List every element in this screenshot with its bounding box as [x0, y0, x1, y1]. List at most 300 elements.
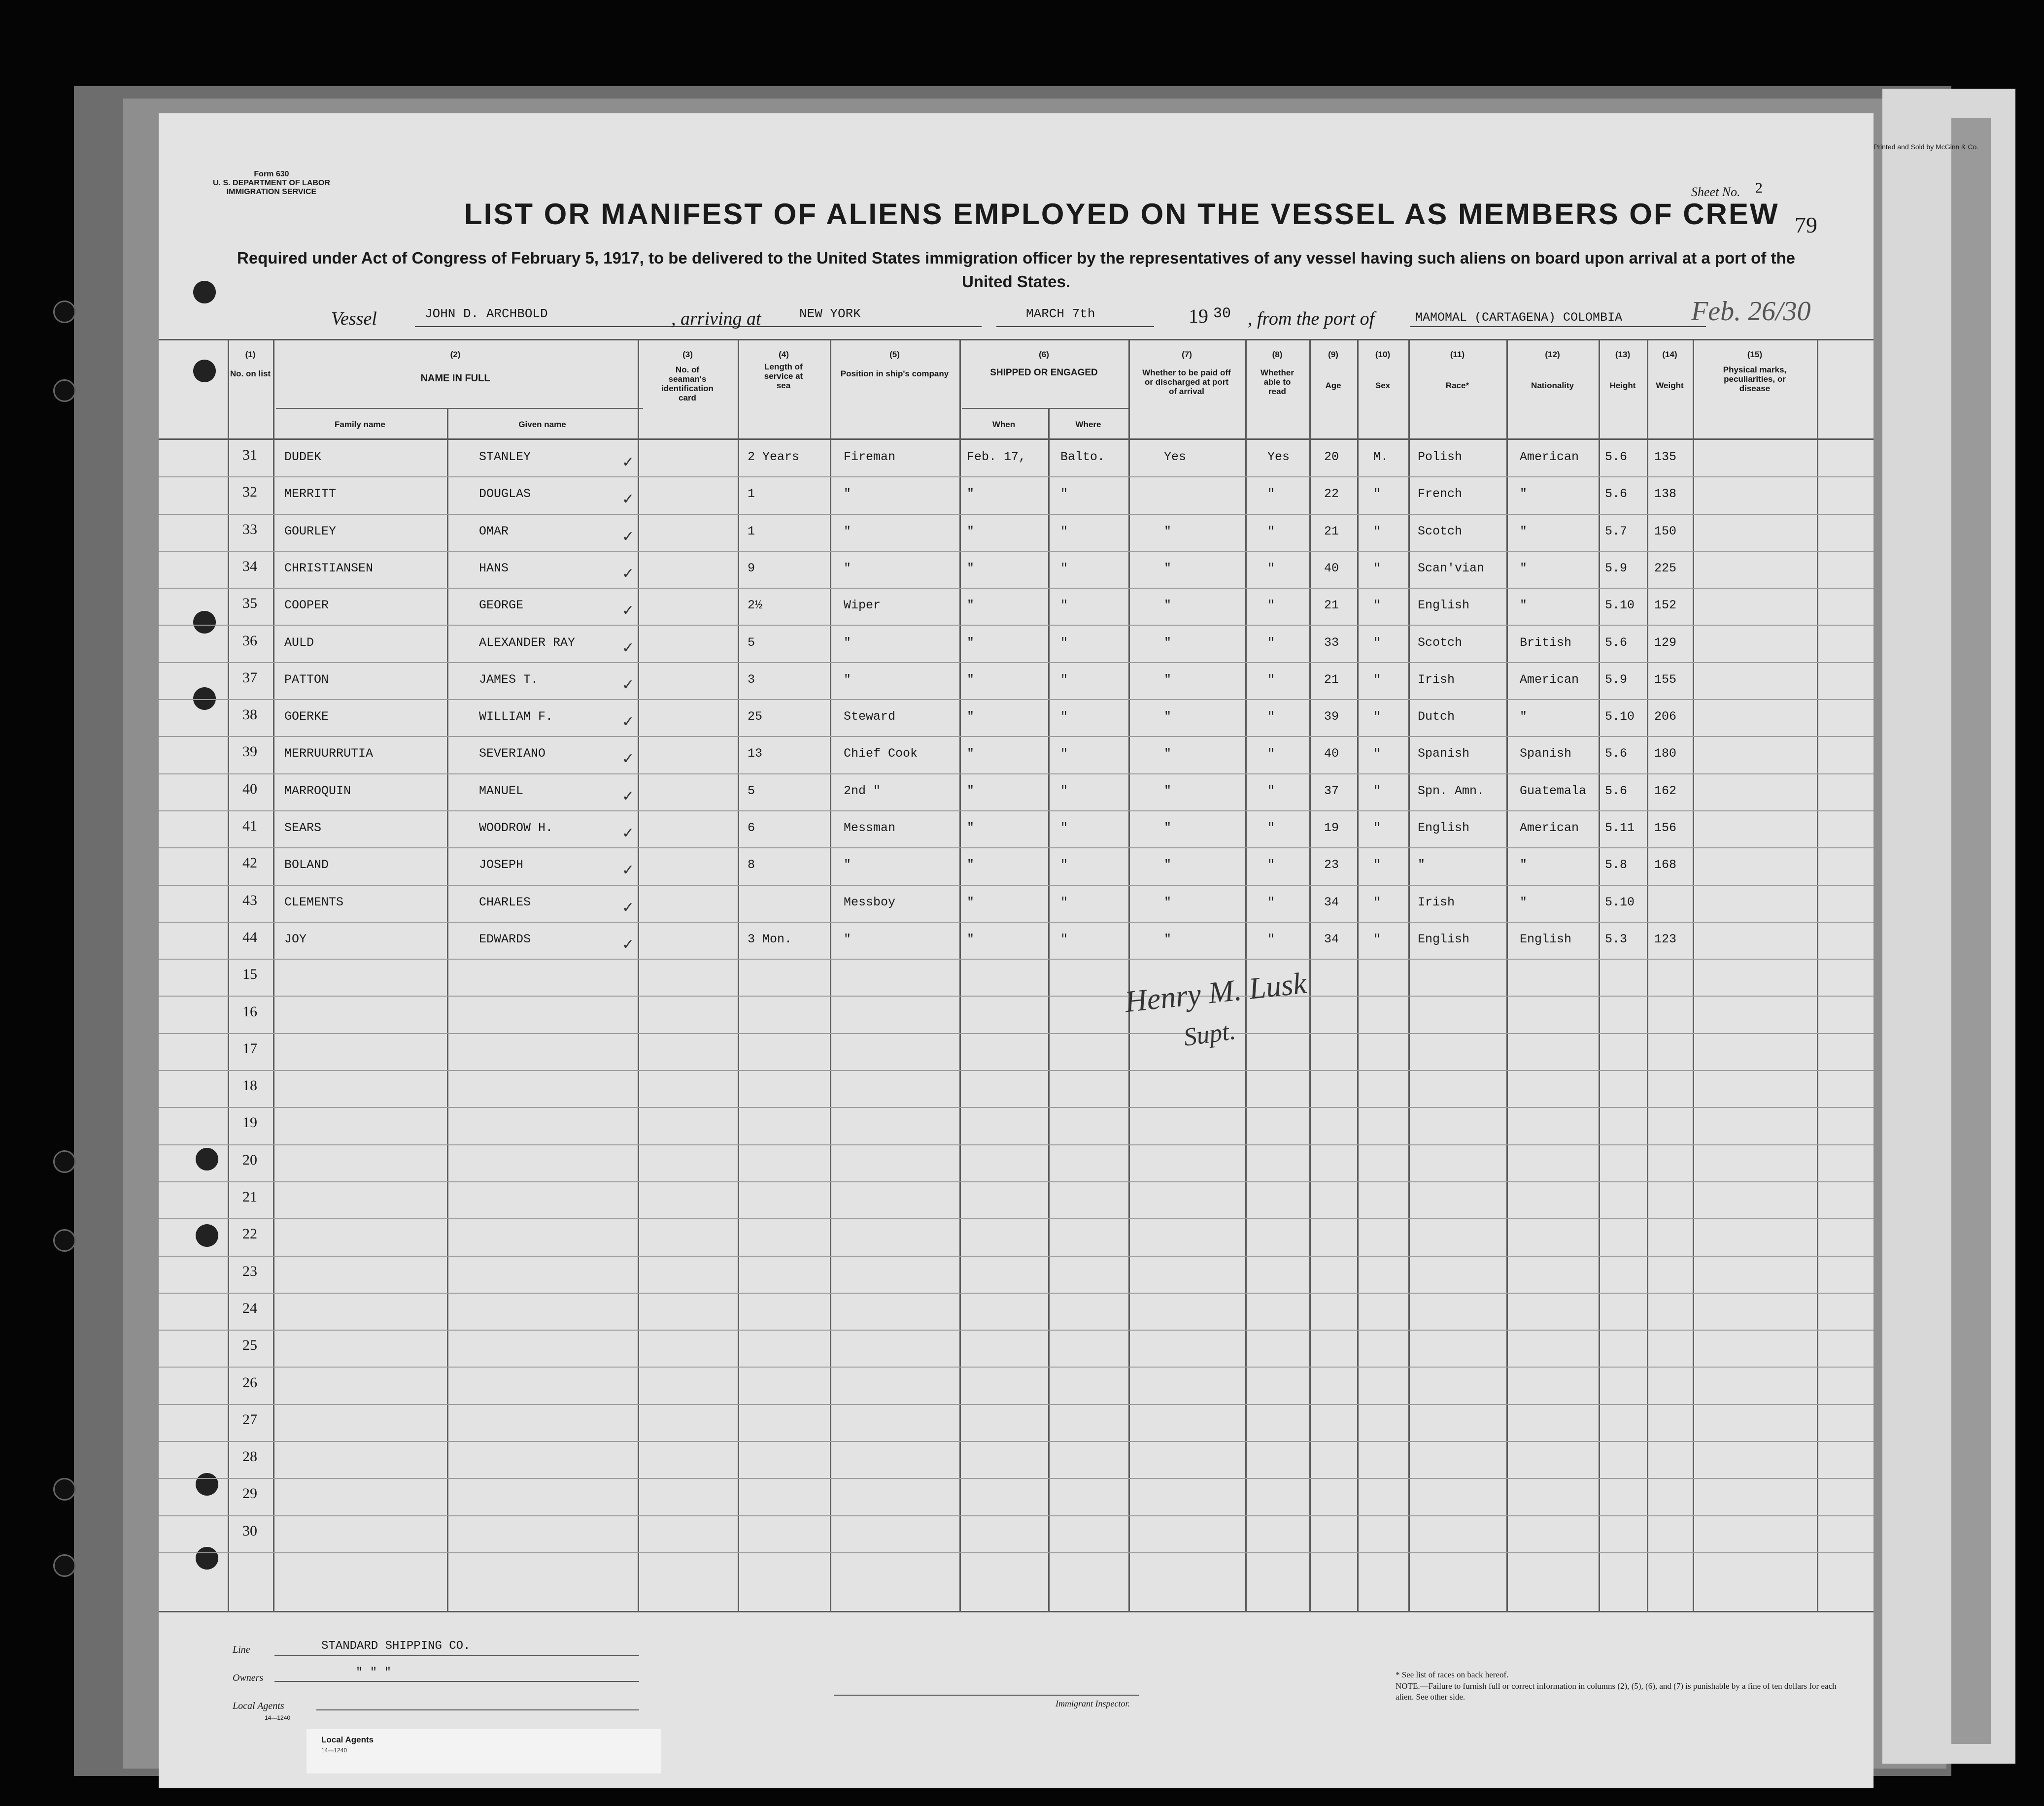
- cell-position: ": [844, 524, 852, 538]
- cell-race: English: [1418, 932, 1470, 946]
- cell-position: ": [844, 858, 852, 872]
- cell-paid: ": [1164, 895, 1172, 909]
- cell-age: 40: [1324, 746, 1339, 761]
- cell-given: GEORGE: [479, 598, 524, 613]
- cell-sex: ": [1373, 783, 1381, 798]
- cell-sex: ": [1373, 821, 1381, 835]
- cell-read: ": [1267, 746, 1275, 761]
- row-number: 15: [242, 966, 257, 983]
- department-name: U. S. DEPARTMENT OF LABOR: [213, 179, 330, 187]
- cell-where: ": [1060, 598, 1068, 613]
- cell-length: 2 Years: [748, 450, 800, 464]
- cell-nationality: Spanish: [1520, 746, 1572, 761]
- races-note: * See list of races on back hereof.: [1396, 1670, 1509, 1679]
- table-row: [159, 1034, 1874, 1071]
- cell-read: ": [1267, 635, 1275, 650]
- table-row: [159, 885, 1874, 923]
- cell-length: 8: [748, 858, 755, 872]
- binder-hole: [53, 301, 76, 323]
- check-mark-icon: ✓: [622, 602, 635, 619]
- cell-weight: 155: [1654, 672, 1677, 687]
- cell-sex: ": [1373, 598, 1381, 613]
- cell-weight: 129: [1654, 635, 1677, 650]
- check-mark-icon: ✓: [622, 825, 635, 841]
- cell-read: ": [1267, 524, 1275, 538]
- row-number: 37: [242, 669, 257, 686]
- cell-nationality: American: [1520, 450, 1579, 464]
- table-row: [159, 774, 1874, 811]
- cell-where: ": [1060, 932, 1068, 946]
- col1-header: (1) No. on list: [230, 350, 271, 378]
- cell-paid: ": [1164, 672, 1172, 687]
- cell-weight: 206: [1654, 709, 1677, 724]
- cell-paid: ": [1164, 524, 1172, 538]
- cell-sex: ": [1373, 932, 1381, 946]
- cell-sex: ": [1373, 672, 1381, 687]
- cell-race: Scotch: [1418, 524, 1463, 538]
- cell-where: ": [1060, 783, 1068, 798]
- cell-age: 40: [1324, 561, 1339, 575]
- agents-stub: [307, 1729, 661, 1773]
- cell-weight: 123: [1654, 932, 1677, 946]
- stub-agents-label: Local Agents: [321, 1735, 374, 1744]
- col8-header: (8) Whether able to read: [1260, 350, 1294, 396]
- cell-read: Yes: [1267, 450, 1290, 464]
- cell-length: 25: [748, 709, 763, 724]
- cell-when: Feb. 17,: [967, 450, 1026, 464]
- owners-value: " " ": [356, 1666, 392, 1679]
- row-number: 32: [242, 484, 257, 501]
- binder-hole: [53, 1229, 76, 1252]
- table-row: [159, 1070, 1874, 1108]
- cell-nationality: ": [1520, 895, 1528, 909]
- col5-header: (5) Position in ship's company: [840, 350, 949, 378]
- form-code: 14—1240: [265, 1714, 291, 1721]
- check-mark-icon: ✓: [622, 528, 635, 545]
- table-row: [159, 1256, 1874, 1294]
- binder-hole: [53, 379, 76, 402]
- year-value: 30: [1213, 305, 1231, 322]
- table-row: [159, 1405, 1874, 1442]
- arrival-date: MARCH 7th: [1026, 306, 1095, 321]
- cell-weight: 180: [1654, 746, 1677, 761]
- row-number: 36: [242, 632, 257, 649]
- cell-weight: 150: [1654, 524, 1677, 538]
- cell-age: 34: [1324, 932, 1339, 946]
- col4-header: (4) Length of service at sea: [764, 350, 803, 390]
- where-header: Where: [1075, 420, 1101, 429]
- cell-read: ": [1267, 895, 1275, 909]
- row-number: 21: [242, 1189, 257, 1205]
- cell-sex: ": [1373, 635, 1381, 650]
- sheet-number: 2: [1755, 180, 1763, 196]
- family-name-header: Family name: [335, 420, 385, 429]
- table-row: [159, 736, 1874, 774]
- cell-sex: ": [1373, 709, 1381, 724]
- row-number: 23: [242, 1263, 257, 1279]
- cell-weight: 225: [1654, 561, 1677, 575]
- table-row: [159, 1182, 1874, 1219]
- cell-length: 1: [748, 487, 755, 502]
- row-number: 38: [242, 706, 257, 723]
- table-row: [159, 959, 1874, 997]
- cell-read: ": [1267, 821, 1275, 835]
- cell-height: 5.6: [1605, 635, 1628, 650]
- background-strip: [1882, 89, 2015, 1764]
- table-row: [159, 1219, 1874, 1256]
- row-number: 22: [242, 1226, 257, 1242]
- cell-race: Spanish: [1418, 746, 1470, 761]
- cell-when: ": [967, 858, 975, 872]
- col13-header: (13) Height: [1609, 350, 1636, 390]
- cell-sex: ": [1373, 524, 1381, 538]
- from-port-label: , from the port of: [1248, 308, 1375, 329]
- cell-weight: 135: [1654, 450, 1677, 464]
- cell-position: Messman: [844, 821, 896, 835]
- cell-where: ": [1060, 858, 1068, 872]
- check-mark-icon: ✓: [622, 565, 635, 582]
- col6-header: (6) SHIPPED OR ENGAGED: [990, 350, 1098, 378]
- check-mark-icon: ✓: [622, 454, 635, 470]
- form-number: Form 630: [254, 170, 289, 178]
- cell-length: 3 Mon.: [748, 932, 792, 946]
- table-row: [159, 922, 1874, 960]
- cell-race: Dutch: [1418, 709, 1455, 724]
- cell-height: 5.9: [1605, 672, 1628, 687]
- cell-race: ": [1418, 858, 1426, 872]
- cell-age: 34: [1324, 895, 1339, 909]
- cell-given: STANLEY: [479, 450, 531, 464]
- table-row: [159, 1145, 1874, 1182]
- check-mark-icon: ✓: [622, 491, 635, 508]
- arrival-port: NEW YORK: [799, 306, 861, 321]
- line-value: STANDARD SHIPPING CO.: [321, 1639, 471, 1653]
- cell-position: Wiper: [844, 598, 881, 613]
- cell-paid: ": [1164, 858, 1172, 872]
- cell-length: 13: [748, 746, 763, 761]
- printer-credit: Printed and Sold by McGinn & Co.: [1874, 143, 1979, 151]
- cell-given: ALEXANDER RAY: [479, 635, 576, 650]
- cell-length: 6: [748, 821, 755, 835]
- cell-given: SEVERIANO: [479, 746, 546, 761]
- row-number: 27: [242, 1411, 257, 1428]
- cell-height: 5.6: [1605, 783, 1628, 798]
- when-header: When: [992, 420, 1016, 429]
- table-row: [159, 1516, 1874, 1553]
- cell-when: ": [967, 821, 975, 835]
- cell-paid: ": [1164, 598, 1172, 613]
- cell-given: DOUGLAS: [479, 487, 531, 502]
- cell-where: ": [1060, 821, 1068, 835]
- cell-given: EDWARDS: [479, 932, 531, 946]
- received-stamp-date: Feb. 26/30: [1691, 296, 1811, 327]
- table-row: [159, 1107, 1874, 1145]
- col10-header: (10) Sex: [1375, 350, 1391, 390]
- cell-height: 5.10: [1605, 598, 1635, 613]
- cell-nationality: ": [1520, 598, 1528, 613]
- check-mark-icon: ✓: [622, 751, 635, 768]
- cell-family: GOERKE: [284, 709, 329, 724]
- cell-when: ": [967, 598, 975, 613]
- cell-given: OMAR: [479, 524, 509, 538]
- cell-paid: ": [1164, 709, 1172, 724]
- cell-paid: ": [1164, 821, 1172, 835]
- cell-length: 5: [748, 783, 755, 798]
- row-number: 33: [242, 521, 257, 537]
- cell-family: MERRITT: [284, 487, 337, 502]
- cell-nationality: American: [1520, 672, 1579, 687]
- col7-header: (7) Whether to be paid off or discharged at port of arrival: [1142, 350, 1231, 396]
- cell-weight: 162: [1654, 783, 1677, 798]
- row-number: 24: [242, 1300, 257, 1316]
- row-number: 35: [242, 595, 257, 612]
- table-row: [159, 626, 1874, 663]
- cell-length: 1: [748, 524, 755, 538]
- cell-read: ": [1267, 783, 1275, 798]
- page-title: LIST OR MANIFEST OF ALIENS EMPLOYED ON THE VESSEL AS MEMBERS OF CREW: [464, 198, 1779, 231]
- cell-paid: ": [1164, 635, 1172, 650]
- row-number: 44: [242, 929, 257, 945]
- cell-age: 22: [1324, 487, 1339, 502]
- cell-given: CHARLES: [479, 895, 531, 909]
- col11-header: (11) Race*: [1445, 350, 1469, 390]
- row-number: 19: [242, 1114, 257, 1131]
- cell-when: ": [967, 895, 975, 909]
- cell-position: ": [844, 672, 852, 687]
- check-mark-icon: ✓: [622, 936, 635, 953]
- cell-weight: 156: [1654, 821, 1677, 835]
- cell-where: Balto.: [1060, 450, 1105, 464]
- binder-hole: [53, 1554, 76, 1577]
- cell-family: JOY: [284, 932, 307, 946]
- cell-nationality: ": [1520, 858, 1528, 872]
- cell-given: MANUEL: [479, 783, 524, 798]
- local-agents-label: Local Agents: [233, 1701, 284, 1711]
- cell-family: BOLAND: [284, 858, 329, 872]
- row-number: 30: [242, 1522, 257, 1539]
- cell-where: ": [1060, 524, 1068, 538]
- cell-nationality: ": [1520, 487, 1528, 502]
- cell-sex: M.: [1373, 450, 1389, 464]
- cell-race: French: [1418, 487, 1463, 502]
- cell-race: Polish: [1418, 450, 1463, 464]
- penalty-note: NOTE.—Failure to furnish full or correct information in columns (2), (5), (6), and (7) is punishable by a fine of ten dollars for each alien. See other side.: [1396, 1681, 1837, 1702]
- cell-race: Scan'vian: [1418, 561, 1485, 575]
- cell-nationality: ": [1520, 524, 1528, 538]
- table-row: [159, 477, 1874, 514]
- cell-when: ": [967, 932, 975, 946]
- row-number: 28: [242, 1448, 257, 1465]
- binder-hole: [53, 1478, 76, 1501]
- check-mark-icon: ✓: [622, 862, 635, 879]
- cell-height: 5.10: [1605, 895, 1635, 909]
- cell-length: 2½: [748, 598, 763, 613]
- cell-position: Messboy: [844, 895, 896, 909]
- cell-nationality: ": [1520, 709, 1528, 724]
- cell-family: AULD: [284, 635, 314, 650]
- cell-when: ": [967, 746, 975, 761]
- table-bottom-border: [159, 1611, 1874, 1612]
- check-mark-icon: ✓: [622, 899, 635, 916]
- row-number: 16: [242, 1003, 257, 1020]
- inspector-label: Immigrant Inspector.: [1056, 1699, 1130, 1708]
- col14-header: (14) Weight: [1656, 350, 1684, 390]
- stub-form-code: 14—1240: [321, 1747, 347, 1754]
- cell-length: 5: [748, 635, 755, 650]
- cell-when: ": [967, 524, 975, 538]
- check-mark-icon: ✓: [622, 714, 635, 731]
- cell-weight: 138: [1654, 487, 1677, 502]
- cell-race: Spn. Amn.: [1418, 783, 1485, 798]
- cell-position: ": [844, 487, 852, 502]
- check-mark-icon: ✓: [622, 676, 635, 693]
- col15-header: (15) Physical marks, peculiarities, or disease: [1723, 350, 1787, 393]
- cell-length: 9: [748, 561, 755, 575]
- cell-position: ": [844, 561, 852, 575]
- cell-height: 5.6: [1605, 450, 1628, 464]
- table-row: [159, 811, 1874, 848]
- row-number: 39: [242, 743, 257, 760]
- manifest-page: [159, 113, 1979, 1788]
- table-row: [159, 440, 1874, 477]
- row-number: 34: [242, 558, 257, 574]
- page-subtitle: Required under Act of Congress of February 5, 1917, to be delivered to the United States immigration officer by the representatives of any vessel having such aliens on board upon arrival at a port of the United States.: [237, 249, 1795, 291]
- cell-where: ": [1060, 895, 1068, 909]
- row-number: 26: [242, 1374, 257, 1391]
- cell-age: 21: [1324, 672, 1339, 687]
- cell-race: Irish: [1418, 672, 1455, 687]
- cell-read: ": [1267, 598, 1275, 613]
- signature: Henry M. Lusk: [1123, 966, 1308, 1019]
- cell-weight: 168: [1654, 858, 1677, 872]
- cell-given: HANS: [479, 561, 509, 575]
- cell-given: WOODROW H.: [479, 821, 553, 835]
- cell-paid: ": [1164, 561, 1172, 575]
- cell-race: English: [1418, 598, 1470, 613]
- cell-when: ": [967, 561, 975, 575]
- cell-when: ": [967, 783, 975, 798]
- cell-where: ": [1060, 709, 1068, 724]
- cell-where: ": [1060, 487, 1068, 502]
- cell-race: English: [1418, 821, 1470, 835]
- cell-given: JOSEPH: [479, 858, 524, 872]
- cell-when: ": [967, 709, 975, 724]
- row-number: 42: [242, 855, 257, 871]
- table-row: [159, 514, 1874, 552]
- signature-title: Supt.: [1182, 1016, 1237, 1052]
- departure-port: MAMOMAL (CARTAGENA) COLOMBIA: [1415, 310, 1623, 325]
- cell-position: ": [844, 932, 852, 946]
- binder-hole: [53, 1150, 76, 1173]
- row-number: 43: [242, 892, 257, 908]
- cell-age: 21: [1324, 598, 1339, 613]
- punch-hole: [193, 281, 216, 303]
- cell-read: ": [1267, 858, 1275, 872]
- cell-height: 5.7: [1605, 524, 1628, 538]
- cell-age: 19: [1324, 821, 1339, 835]
- cell-nationality: Guatemala: [1520, 783, 1587, 798]
- row-number: 20: [242, 1151, 257, 1168]
- col2-header: (2) NAME IN FULL: [420, 350, 490, 384]
- table-row: [159, 1478, 1874, 1516]
- row-number: 29: [242, 1485, 257, 1502]
- cell-position: Chief Cook: [844, 746, 918, 761]
- cell-race: Irish: [1418, 895, 1455, 909]
- cell-where: ": [1060, 635, 1068, 650]
- row-number: 25: [242, 1337, 257, 1354]
- cell-position: Steward: [844, 709, 896, 724]
- cell-position: 2nd ": [844, 783, 881, 798]
- cell-age: 21: [1324, 524, 1339, 538]
- cell-age: 20: [1324, 450, 1339, 464]
- cell-family: SEARS: [284, 821, 322, 835]
- row-number: 40: [242, 780, 257, 797]
- cell-where: ": [1060, 561, 1068, 575]
- cell-where: ": [1060, 672, 1068, 687]
- check-mark-icon: ✓: [622, 788, 635, 804]
- cell-height: 5.8: [1605, 858, 1628, 872]
- punch-hole: [193, 360, 216, 382]
- sheet-label: Sheet No.: [1691, 185, 1740, 199]
- cell-weight: 152: [1654, 598, 1677, 613]
- cell-paid: Yes: [1164, 450, 1187, 464]
- table-row: [159, 588, 1874, 626]
- cell-given: WILLIAM F.: [479, 709, 553, 724]
- cell-height: 5.6: [1605, 746, 1628, 761]
- cell-family: MARROQUIN: [284, 783, 351, 798]
- table-row: [159, 1330, 1874, 1368]
- table-top-border: [159, 339, 1874, 340]
- cell-given: JAMES T.: [479, 672, 539, 687]
- cell-age: 33: [1324, 635, 1339, 650]
- table-row: [159, 848, 1874, 885]
- arriving-label: , arriving at: [671, 308, 761, 329]
- background-strip-2: [1951, 118, 1991, 1744]
- cell-family: COOPER: [284, 598, 329, 613]
- cell-height: 5.9: [1605, 561, 1628, 575]
- cell-length: 3: [748, 672, 755, 687]
- page-number: 79: [1795, 212, 1817, 237]
- cell-sex: ": [1373, 561, 1381, 575]
- cell-height: 5.3: [1605, 932, 1628, 946]
- cell-height: 5.10: [1605, 709, 1635, 724]
- owners-label: Owners: [233, 1672, 264, 1683]
- cell-read: ": [1267, 672, 1275, 687]
- cell-family: GOURLEY: [284, 524, 337, 538]
- cell-nationality: English: [1520, 932, 1572, 946]
- cell-height: 5.11: [1605, 821, 1635, 835]
- table-row: [159, 663, 1874, 700]
- cell-read: ": [1267, 932, 1275, 946]
- cell-when: ": [967, 635, 975, 650]
- cell-read: ": [1267, 709, 1275, 724]
- cell-family: PATTON: [284, 672, 329, 687]
- cell-sex: ": [1373, 487, 1381, 502]
- cell-read: ": [1267, 487, 1275, 502]
- cell-nationality: American: [1520, 821, 1579, 835]
- cell-family: CLEMENTS: [284, 895, 344, 909]
- cell-position: Fireman: [844, 450, 896, 464]
- year-prefix: 19: [1189, 305, 1208, 327]
- cell-nationality: British: [1520, 635, 1572, 650]
- cell-race: Scotch: [1418, 635, 1463, 650]
- cell-family: DUDEK: [284, 450, 322, 464]
- cell-family: CHRISTIANSEN: [284, 561, 374, 575]
- cell-paid: ": [1164, 783, 1172, 798]
- vessel-label: Vessel: [331, 308, 377, 329]
- cell-height: 5.6: [1605, 487, 1628, 502]
- given-name-header: Given name: [518, 420, 566, 429]
